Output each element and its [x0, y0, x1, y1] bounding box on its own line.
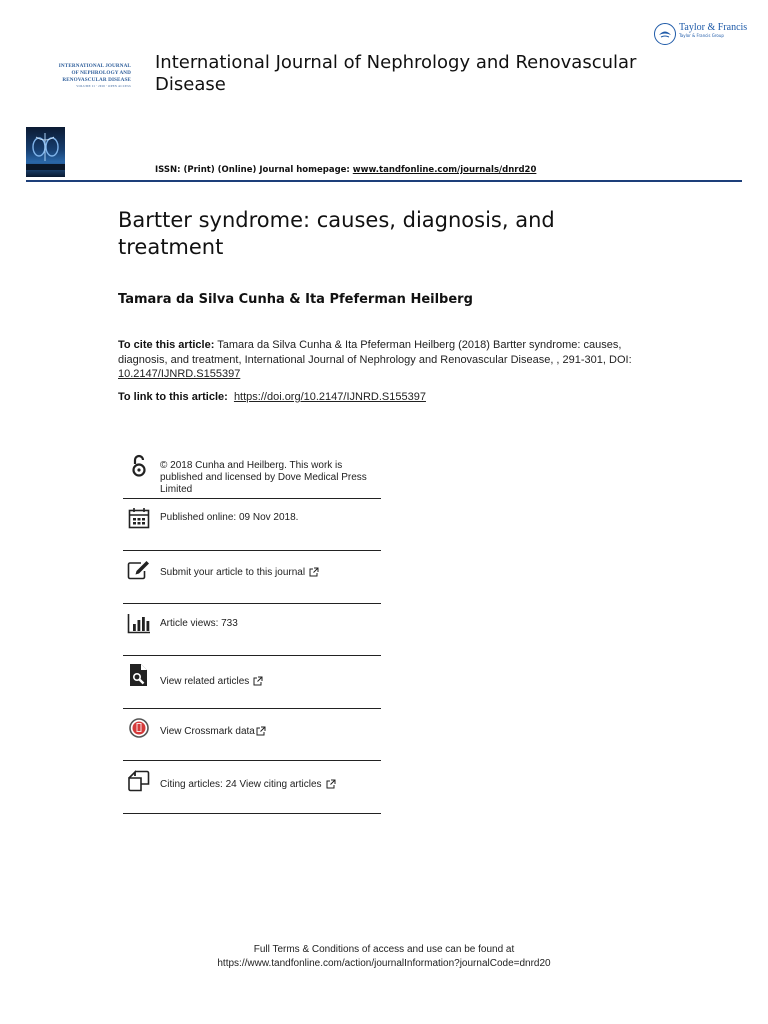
bar-chart-icon	[127, 611, 151, 635]
publisher-tagline: Taylor & Francis Group	[679, 33, 724, 38]
article-info-list	[123, 452, 381, 814]
journal-logo-volume: VOLUME 11 · 2018 · OPEN ACCESS	[76, 84, 131, 88]
footer-terms-url[interactable]: https://www.tandfonline.com/action/journalInformation?journalCode=dnrd20	[217, 958, 551, 969]
footer	[0, 943, 768, 971]
published-row	[123, 499, 381, 551]
citation-block	[118, 338, 658, 382]
journal-logo	[53, 63, 131, 89]
open-access-icon	[127, 454, 151, 478]
external-link-icon	[253, 676, 263, 686]
citation-text: Tamara da Silva Cunha & Ita Pfeferman Heilberg (2018) Bartter syndrome: causes, diagnosis, and treatment, International Journal of Nephrology and Renovascular Disease, , 291-301, DOI:	[118, 339, 632, 366]
published-date: Published online: 09 Nov 2018.	[160, 512, 299, 523]
license-text: © 2018 Cunha and Heilberg. This work is published and licensed by Dove Medical Press Limited	[160, 460, 367, 495]
citation-label: To cite this article:	[118, 339, 215, 351]
citations-icon	[127, 769, 151, 793]
crossmark-label: View Crossmark data	[160, 726, 255, 737]
calendar-icon	[127, 506, 151, 530]
citing-articles-link[interactable]	[160, 779, 375, 791]
related-row[interactable]	[123, 656, 381, 709]
journal-title: International Journal of Nephrology and Renovascular Disease	[155, 52, 637, 95]
crossmark-link[interactable]	[160, 726, 375, 738]
related-articles-link[interactable]	[160, 676, 375, 688]
search-document-icon	[127, 663, 151, 687]
citing-row[interactable]	[123, 761, 381, 814]
publisher-name: Taylor & Francis	[679, 22, 748, 33]
related-articles-label: View related articles	[160, 676, 250, 687]
taylor-francis-logo-icon	[654, 23, 676, 45]
issn-text: ISSN: (Print) (Online) Journal homepage:	[155, 165, 353, 175]
journal-cover-image	[26, 127, 65, 177]
article-link-line	[118, 391, 426, 403]
edit-icon	[127, 558, 151, 582]
views-row	[123, 604, 381, 656]
journal-homepage-link[interactable]: www.tandfonline.com/journals/dnrd20	[352, 165, 537, 175]
external-link-icon	[309, 567, 319, 577]
crossmark-row[interactable]	[123, 709, 381, 761]
issn-line	[155, 165, 536, 175]
submit-article-label: Submit your article to this journal	[160, 567, 306, 578]
footer-terms-text: Full Terms & Conditions of access and use can be found at	[253, 944, 515, 955]
article-doi-url[interactable]: https://doi.org/10.2147/IJNRD.S155397	[233, 391, 426, 403]
submit-article-link[interactable]	[160, 567, 375, 579]
article-title: Bartter syndrome: causes, diagnosis, and treatment	[118, 208, 555, 259]
license-row	[123, 452, 381, 499]
citing-articles-label: Citing articles: 24 View citing articles	[160, 779, 322, 790]
journal-logo-line: RENOVASCULAR DISEASE	[62, 77, 131, 83]
submit-row[interactable]	[123, 551, 381, 604]
journal-logo-line: OF NEPHROLOGY AND	[71, 70, 131, 76]
article-link-label: To link to this article:	[118, 391, 228, 403]
external-link-icon	[256, 726, 266, 736]
external-link-icon	[326, 779, 336, 789]
journal-logo-line: INTERNATIONAL JOURNAL	[58, 63, 131, 69]
publisher-logo[interactable]	[654, 22, 747, 45]
header-divider	[26, 180, 742, 182]
doi-link[interactable]: 10.2147/IJNRD.S155397	[118, 368, 241, 380]
article-views: Article views: 733	[160, 618, 238, 629]
article-authors: Tamara da Silva Cunha & Ita Pfeferman Heilberg	[118, 292, 473, 307]
crossmark-icon	[127, 716, 151, 740]
